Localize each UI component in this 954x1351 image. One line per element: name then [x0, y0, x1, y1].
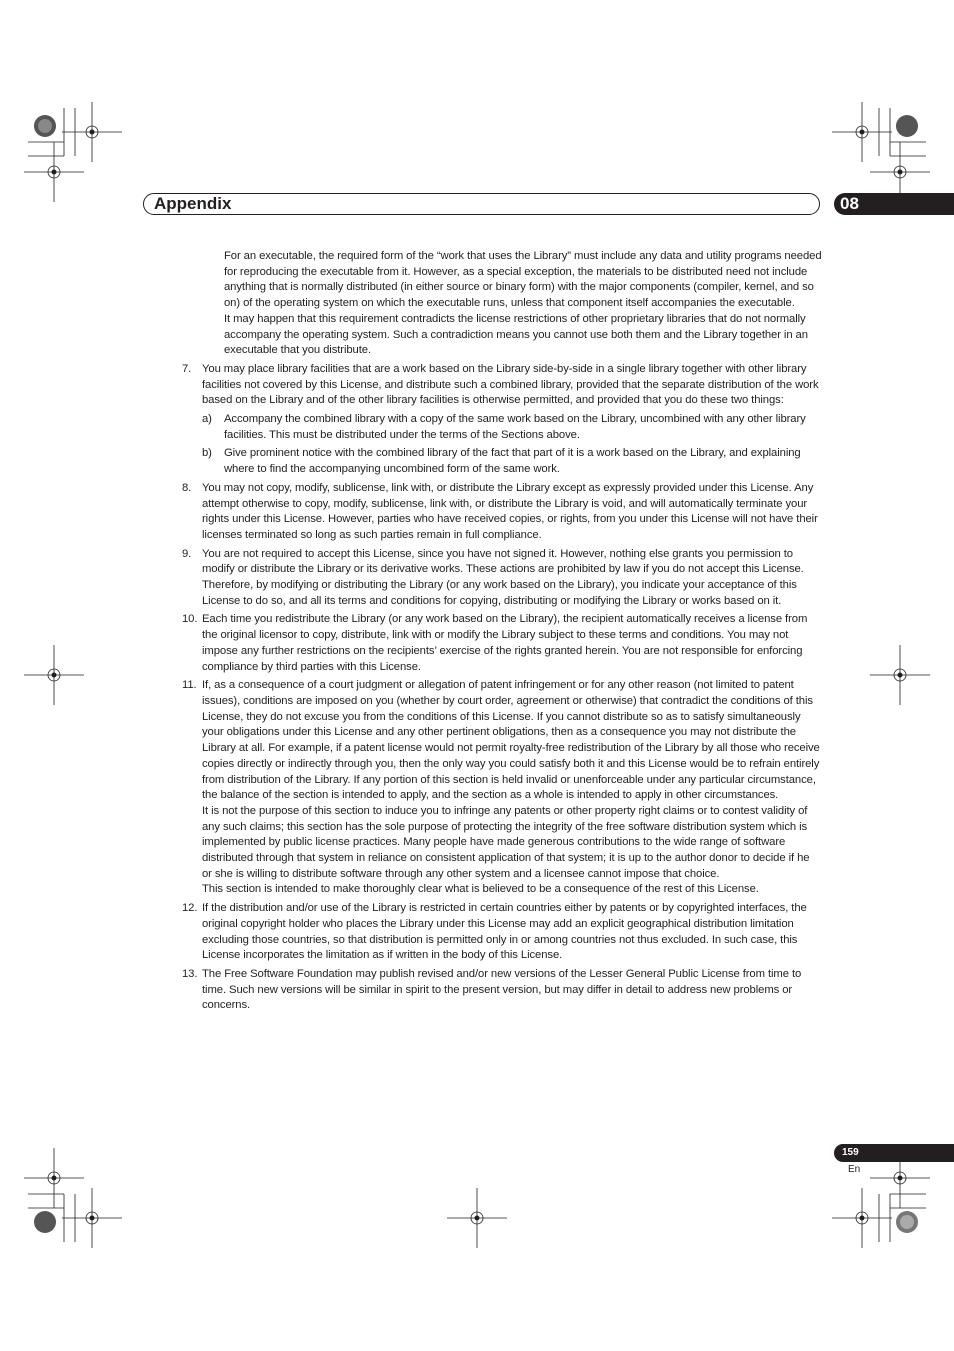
list-item-9 — [182, 547, 822, 610]
list-item-12 — [182, 901, 822, 964]
item-text: You are not required to accept this License, since you have not signed it. However, nothing else grants you permission to modify or distribute the Library or its derivative works. These actions are prohibited by law if you do not accept this License. Therefore, by modifying or distributing the Library (or any work based on the Library), you indicate your acceptance of this License to do so, and all its terms and conditions for copying, distributing or modifying the Library or works based on it. — [202, 547, 804, 607]
crop-mark-bottom-left — [24, 1148, 122, 1248]
list-item-10 — [182, 612, 822, 675]
list-item-11 — [182, 678, 822, 898]
registration-mark-right — [870, 645, 930, 705]
crop-mark-top-left — [24, 102, 122, 202]
item-text: The Free Software Foundation may publish revised and/or new versions of the Lesser General Public License from time to time. Such new versions will be similar in spirit to the present version, but may differ in detail to address new problems or concerns. — [202, 967, 802, 1012]
section-header — [143, 193, 820, 215]
item-number: 11. — [182, 679, 197, 692]
registration-mark-left — [24, 645, 84, 705]
subitem-text: Accompany the combined library with a copy of the same work based on the Library, uncombined with any other library facilities. This must be distributed under the terms of the Sections above. — [224, 413, 806, 441]
item-text-continued: It is not the purpose of this section to induce you to infringe any patents or other property right claims or to contest validity of any such claims; this section has the sole purpose of protecting the integrity of the free software distribution system which is implemented by public license practices. Many people have made generous contributions to the wide range of software distributed through that system in reliance on consistent application of that system; it is up to the author donor to decide if he or she is willing to distribute software through any other system and a licensee cannot impose that choice. — [202, 804, 810, 880]
item-number: 8. — [182, 481, 192, 494]
chapter-tab — [834, 193, 954, 215]
registration-mark-bottom — [447, 1188, 507, 1248]
page-language: En — [848, 1164, 861, 1175]
item-text: You may place library facilities that are a work based on the Library side-by-side in a single library together with other library facilities not covered by this License, and distribute such a combined library, provided that the separate distribution of the work based on the Library and of the other library facilities is otherwise permitted, and provided that you do these two things: — [202, 362, 819, 407]
page-number-tab — [834, 1144, 954, 1162]
intro-paragraph: It may happen that this requirement contradicts the license restrictions of other proprietary libraries that do not normally accompany the operating system. Such a contradiction means you cannot use both them and the Library together in an executable that you distribute. — [224, 312, 808, 357]
list-item-13 — [182, 967, 822, 1014]
item-number: 9. — [182, 547, 192, 560]
item-text-continued: This section is intended to make thoroughly clear what is believed to be a consequence of the rest of this License. — [202, 883, 759, 896]
item-text: If the distribution and/or use of the Library is restricted in certain countries either by patents or by copyrighted interfaces, the original copyright holder who places the Library under this License may add an explicit geographical distribution limitation excluding those countries, so that distribution is permitted only in or among countries not thus excluded. In such case, this License incorporates the limitation as if written in the body of this License. — [202, 902, 807, 962]
subitem-a — [202, 412, 822, 443]
chapter-number: 08 — [840, 194, 859, 213]
subitem-label: b) — [202, 447, 212, 460]
section-title: Appendix — [154, 194, 232, 213]
subitem-b — [202, 446, 822, 477]
intro-paragraph: For an executable, the required form of the “work that uses the Library” must include any data and utility programs needed for reproducing the executable from it. However, as a special exception, the materials to be distributed need not include anything that is normally distributed (in either source or binary form) with the major components (compiler, kernel, and so on) of the operating system on which the executable runs, unless that component itself accompanies the executable. — [224, 250, 822, 310]
item-number: 10. — [182, 613, 198, 626]
page-number: 159 — [842, 1147, 859, 1158]
subitem-text: Give prominent notice with the combined library of the fact that part of it is a work based on the Library, and explaining where to find the accompanying uncombined form of the same work. — [224, 447, 801, 476]
item-text: Each time you redistribute the Library (or any work based on the Library), the recipient automatically receives a license from the original licensor to copy, distribute, link with or modify the Library subject to these terms and conditions. You may not impose any further restrictions on the recipients’ exercise of the rights granted herein. You are not responsible for enforcing compliance by third parties with this License. — [202, 613, 808, 673]
item-number: 7. — [182, 362, 192, 375]
list-item-8 — [182, 481, 822, 544]
item-text: If, as a consequence of a court judgment or allegation of patent infringement or for any other reason (not limited to patent issues), conditions are imposed on you (whether by court order, agreement or otherwise) that contradict the conditions of this License, they do not excuse you from the conditions of this License. If you cannot distribute so as to satisfy simultaneously your obligations under this License and any other pertinent obligations, then as a consequence you may not distribute the Library at all. For example, if a patent license would not permit royalty-free redistribution of the Library by all those who receive copies directly or indirectly through you, then the only way you could satisfy both it and this License would be to refrain entirely from distribution of the Library. If any portion of this section is held invalid or unenforceable under any particular circumstance, the balance of the section is intended to apply, and the section as a whole is intended to apply in other circumstances. — [202, 679, 820, 802]
item-text: You may not copy, modify, sublicense, link with, or distribute the Library except as expressly provided under this License. Any attempt otherwise to copy, modify, sublicense, link with, or distribute the Library is void, and will automatically terminate your rights under this License. However, parties who have received copies, or rights, from you under this License will not have their licenses terminated so long as such parties remain in full compliance. — [202, 481, 818, 541]
item-number: 12. — [182, 902, 198, 915]
crop-mark-top-right — [832, 102, 930, 202]
crop-mark-bottom-right — [832, 1148, 930, 1248]
item-number: 13. — [182, 967, 198, 980]
subitem-label: a) — [202, 413, 212, 426]
license-text — [182, 249, 822, 1014]
list-item-7 — [182, 362, 822, 478]
